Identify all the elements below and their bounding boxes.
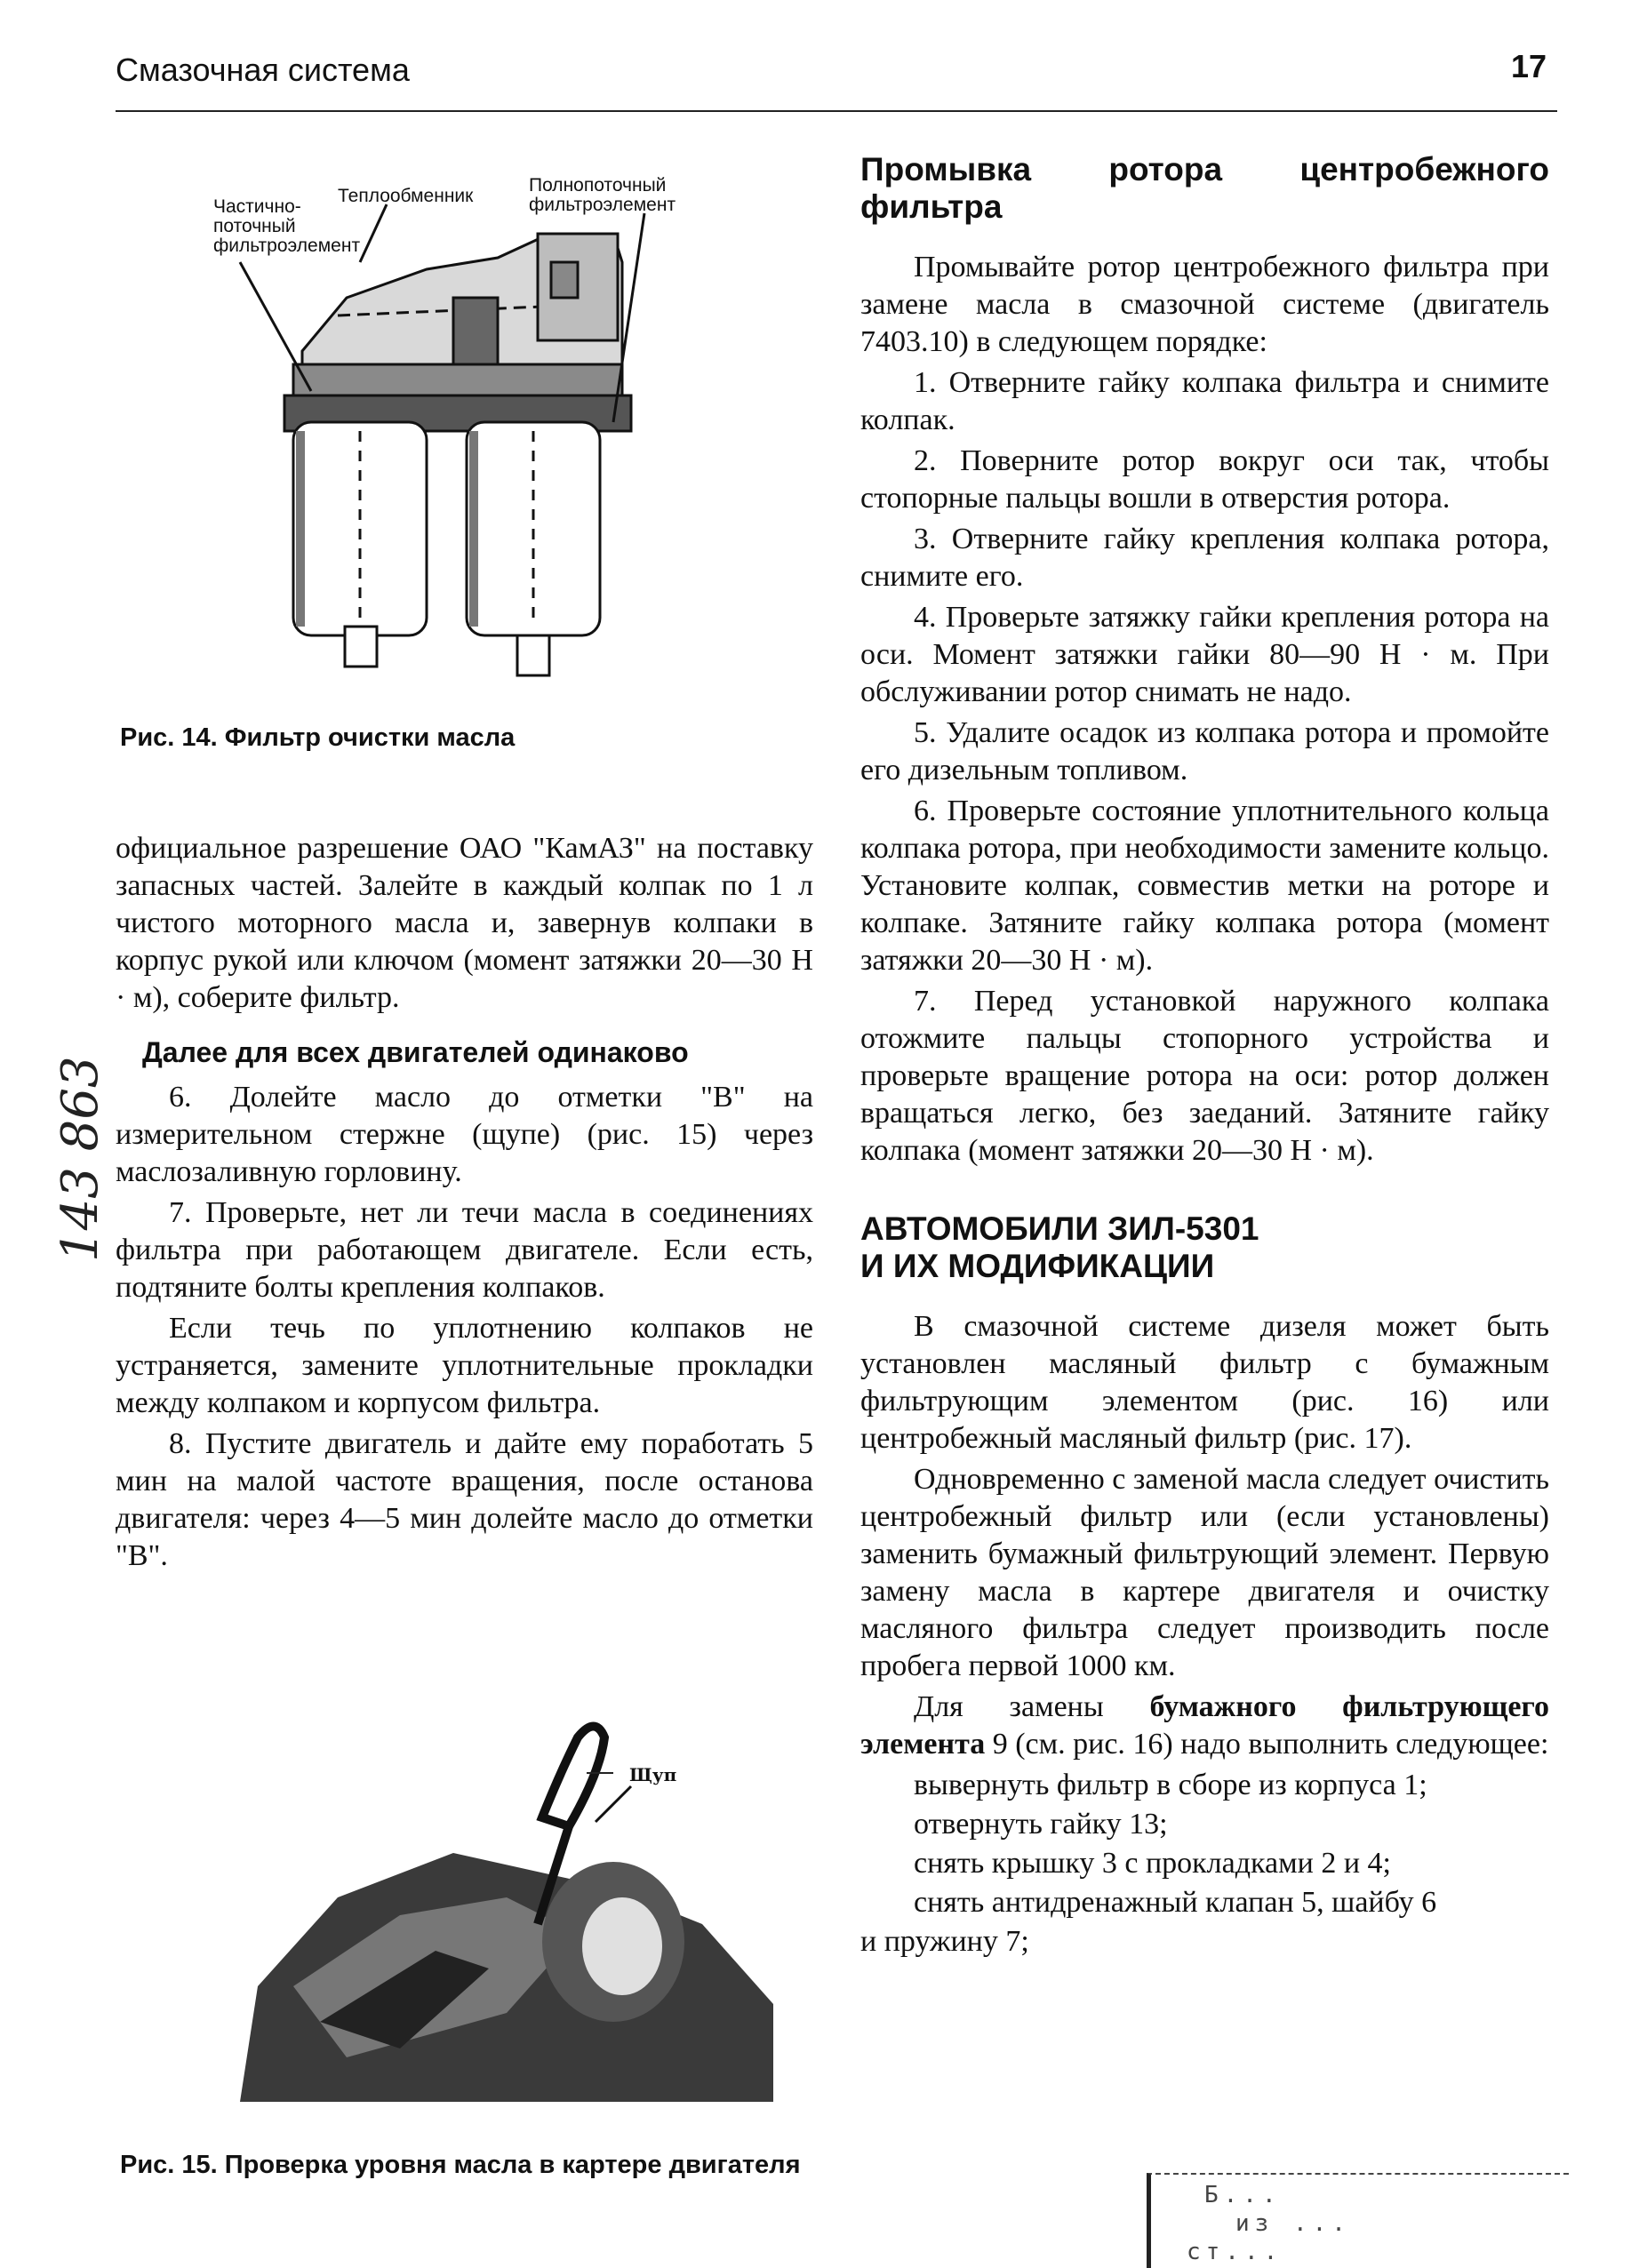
label-heat-exchanger: Теплообменник bbox=[338, 186, 474, 206]
paragraph-zil-oil-change: Одновременно с заменой масла следует очистить центробежный фильтр или (если установлены) заменить бумажный фильтрующий элемент. Первую замену масла в картере двигателя и очистку масляного фильтра следует производить после пробега первой 1000 км. bbox=[860, 1463, 1549, 1682]
stamp-line-1: Б... bbox=[1204, 2182, 1282, 2208]
figure-15-caption: Рис. 15. Проверка уровня масла в картере двигателя bbox=[120, 2151, 801, 2179]
paragraph-rotor-step-4: 4. Проверьте затяжку гайки крепления ротора на оси. Момент затяжки гайки 80—90 Н · м. При обслуживании ротор снимать не надо. bbox=[860, 601, 1549, 708]
heading-rotor-flush: Промывка ротора центробежного фильтра bbox=[860, 151, 1549, 225]
list-item-unscrew-filter: вывернуть фильтр в сборе из корпуса 1; bbox=[914, 1769, 1427, 1801]
paragraph-rotor-step-2: 2. Поверните ротор вокруг оси так, чтобы стопорные пальцы вошли в отверстия ротора. bbox=[860, 444, 1549, 515]
list-item-remove-valve: снять антидренажный клапан 5, шайбу 6 bbox=[914, 1886, 1437, 1919]
paragraph-rotor-step-3: 3. Отверните гайку крепления колпака ротора, снимите его. bbox=[860, 523, 1549, 593]
list-item-remove-valve-cont: и пружину 7; bbox=[860, 1925, 1029, 1958]
paper-element-text-pre: Для замены bbox=[914, 1690, 1150, 1723]
paragraph-rotor-step-1: 1. Отверните гайку колпака фильтра и снимите колпак. bbox=[860, 366, 1549, 436]
stamp-line-2: из ... bbox=[1235, 2210, 1351, 2237]
heading-zil-5301-line2: И ИХ МОДИФИКАЦИИ bbox=[860, 1248, 1215, 1284]
margin-note-text: 143 863 bbox=[52, 1056, 109, 1262]
label-full-flow-element: Полнопоточный фильтроэлемент bbox=[529, 175, 676, 215]
figure-15 bbox=[240, 1720, 791, 2102]
paragraph-paper-element bbox=[860, 1689, 1549, 1763]
subheading-all-engines: Далее для всех двигателей одинаково bbox=[142, 1036, 689, 1068]
paragraph-step-7: 7. Проверьте, нет ли течи масла в соединениях фильтра при работающем двигателе. Если есть, подтяните болты крепления колпаков. bbox=[116, 1196, 813, 1304]
paragraph-step-6: 6. Долейте масло до отметки "В" на измерительном стержне (щупе) (рис. 15) через маслозаливную горловину. bbox=[116, 1081, 813, 1188]
paragraph-continued: официальное разрешение ОАО "КамАЗ" на поставку запасных частей. Залейте в каждый колпак по 1 л чистого моторного масла и, завернув колпаки в корпус рукой или ключом (момент затяжки 20—30 Н · м), соберите фильтр. bbox=[116, 832, 813, 1014]
paragraph-rotor-step-7: 7. Перед установкой наружного колпака отожмите пальцы стопорного устройства и проверьте вращение ротора на оси: ротор должен вращаться легко, без заеданий. Затяните гайку колпака (момент затяжки 20—30 Н · м). bbox=[860, 985, 1549, 1167]
label-partial-flow-element: Частично- поточный фильтроэлемент bbox=[213, 196, 361, 256]
heading-zil-5301-line1: АВТОМОБИЛИ ЗИЛ-5301 bbox=[860, 1210, 1259, 1247]
paragraph-rotor-intro: Промывайте ротор центробежного фильтра при замене масла в смазочной системе (двигатель 7403.10) в следующем порядке: bbox=[860, 251, 1549, 358]
list-item-remove-cover: снять крышку 3 с прокладками 2 и 4; bbox=[914, 1847, 1391, 1880]
running-header: Смазочная система bbox=[116, 52, 410, 88]
right-column bbox=[860, 151, 1549, 1964]
list-item-unscrew-nut: отвернуть гайку 13; bbox=[914, 1808, 1168, 1841]
paragraph-rotor-step-6: 6. Проверьте состояние уплотнительного кольца колпака ротора, при необходимости замените кольцо. Установите колпак, совместив метки на роторе и колпаке. Затяните гайку колпака ротора (момент затяжки 20—30 Н · м). bbox=[860, 795, 1549, 977]
label-dipstick: Щуп bbox=[629, 1764, 677, 1785]
paragraph-step-8: 8. Пустите двигатель и дайте ему поработать 5 мин на малой частоте вращения, после останова двигателя: через 4—5 мин долейте масло до отметки "В". bbox=[116, 1427, 813, 1572]
stamp-line-3: ст... bbox=[1187, 2239, 1283, 2265]
dipstick-photo bbox=[240, 1720, 791, 2102]
figure-14-caption: Рис. 14. Фильтр очистки масла bbox=[120, 723, 516, 752]
paragraph-zil-intro: В смазочной системе дизеля может быть установлен масляный фильтр с бумажным фильтрующим элементом (рис. 16) или центробежный масляный фильтр (рис. 17). bbox=[860, 1310, 1549, 1455]
header-rule bbox=[116, 110, 1557, 112]
left-column bbox=[116, 830, 813, 1578]
paper-element-text-post: 9 (см. рис. 16) надо выполнить следующее: bbox=[985, 1728, 1549, 1761]
paper-element-text-bold: бумажного фильтрующего элемента bbox=[860, 1690, 1550, 1761]
handwritten-margin-note bbox=[52, 995, 109, 1262]
page-number: 17 bbox=[1511, 48, 1547, 84]
paragraph-rotor-step-5: 5. Удалите осадок из колпака ротора и промойте его дизельным топливом. bbox=[860, 716, 1549, 787]
paragraph-step-7b: Если течь по уплотнению колпаков не устраняется, замените уплотнительные прокладки между колпаком и корпусом фильтра. bbox=[116, 1312, 813, 1419]
library-stamp bbox=[1147, 2173, 1569, 2268]
